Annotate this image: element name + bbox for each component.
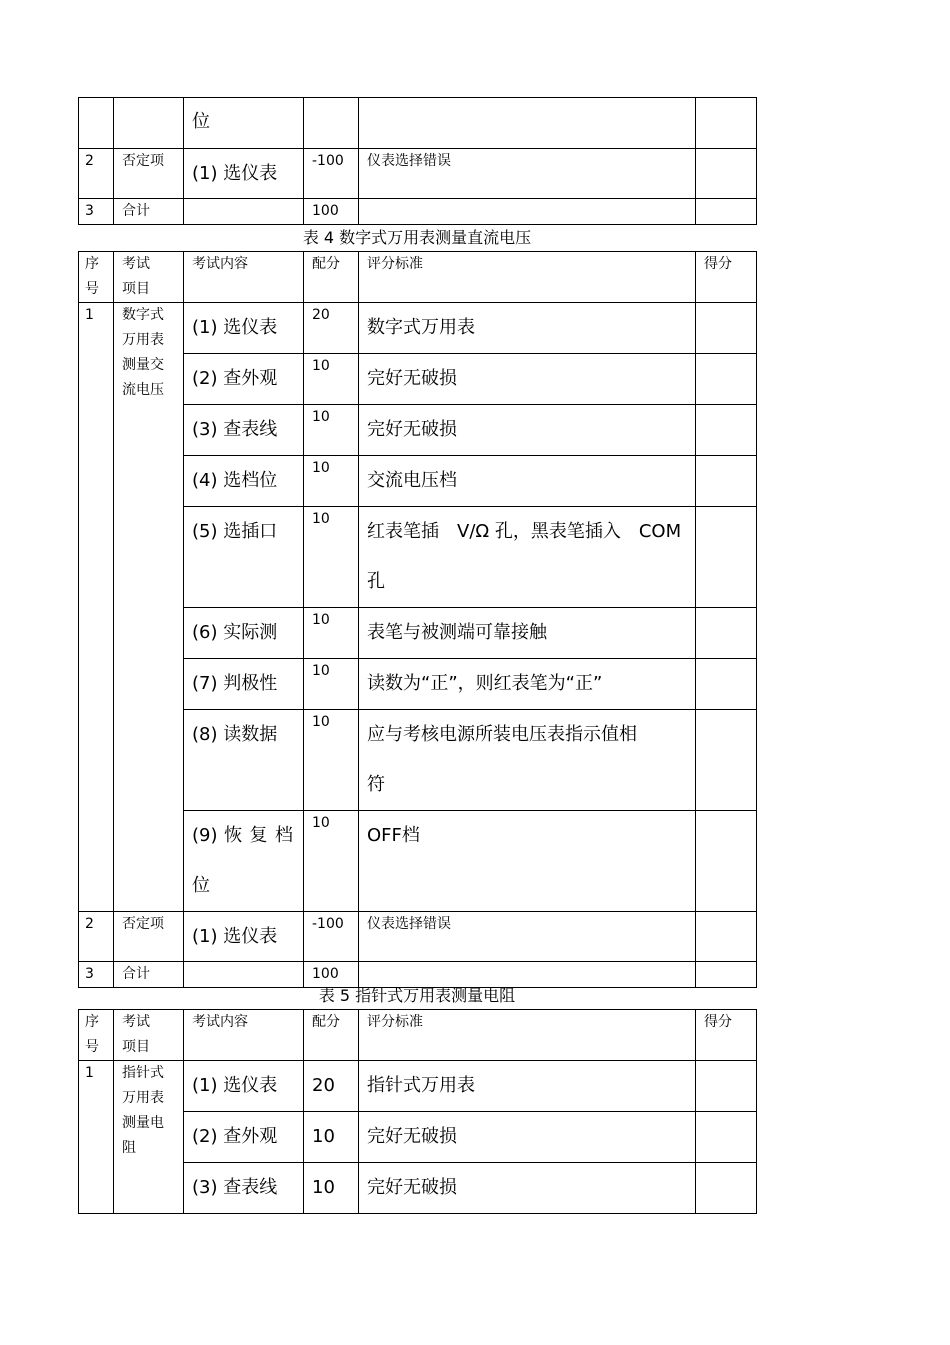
cell-no [79,98,114,149]
table-row [79,98,757,149]
cell-item: 合计 [114,962,184,988]
cell-standard: 完好无破损 [359,1163,696,1214]
table-row [79,962,757,988]
cell-content: (7) 判极性 [184,659,304,710]
content-line-1: (9) 恢 复 档 [192,825,293,846]
table-row [79,149,757,199]
cell-standard: 交流电压档 [359,456,696,507]
group-no: 1 [79,303,114,912]
cell-standard [359,98,696,149]
group-item: 指针式万用表测量电阻 [114,1061,184,1214]
standard-line-2: 孔 [367,571,385,592]
cell-score: 10 [304,659,359,710]
table-continuation [78,97,757,225]
cell-score: -100 [304,149,359,199]
cell-content: (2) 查外观 [184,1112,304,1163]
cell-score: 10 [304,456,359,507]
cell-item: 否定项 [114,912,184,962]
cell-score: 20 [304,303,359,354]
standard-line-1: 应与考核电源所装电压表指示值相 [367,724,637,745]
group-no: 1 [79,1061,114,1214]
cell-content: (1) 选仪表 [184,303,304,354]
table-header-row [79,1010,757,1061]
cell-score: 10 [304,608,359,659]
cell-points [696,1112,757,1163]
cell-score: 10 [304,710,359,811]
cell-points [696,303,757,354]
table4 [78,251,757,988]
cell-no: 2 [79,912,114,962]
cell-content: (4) 选档位 [184,456,304,507]
header-standard: 评分标准 [359,252,696,303]
cell-content [184,199,304,225]
cell-standard: OFF档 [359,811,696,912]
cell-content: (6) 实际测 [184,608,304,659]
cell-standard: 数字式万用表 [359,303,696,354]
table-row [79,199,757,225]
cell-content: (5) 选插口 [184,507,304,608]
table-row [79,1061,757,1112]
cell-standard: 完好无破损 [359,354,696,405]
header-points: 得分 [696,252,757,303]
cell-standard [359,710,696,811]
header-content: 考试内容 [184,1010,304,1061]
header-no: 序号 [79,252,114,303]
cell-score: 10 [304,1112,359,1163]
cell-points [696,199,757,225]
cell-score: 10 [304,507,359,608]
cell-standard: 仪表选择错误 [359,149,696,199]
cell-points [696,354,757,405]
cell-standard [359,199,696,225]
cell-points [696,149,757,199]
cell-score: 100 [304,962,359,988]
cell-score: 10 [304,405,359,456]
header-standard: 评分标准 [359,1010,696,1061]
table5 [78,1009,757,1214]
cell-no: 3 [79,199,114,225]
table5-caption: 表 5 指针式万用表测量电阻 [318,986,516,1005]
cell-content: 位 [184,98,304,149]
cell-points [696,912,757,962]
cell-points [696,659,757,710]
cell-content [184,811,304,912]
cell-points [696,710,757,811]
cell-score [304,98,359,149]
table-header-row [79,252,757,303]
standard-line-1: 红表笔插 V/Ω 孔，黑表笔插入 COM [367,521,682,542]
cell-score: 20 [304,1061,359,1112]
header-item: 考试项目 [114,1010,184,1061]
cell-points [696,962,757,988]
cell-content: (1) 选仪表 [184,912,304,962]
cell-no: 2 [79,149,114,199]
cell-content: (3) 查表线 [184,1163,304,1214]
cell-standard: 完好无破损 [359,405,696,456]
cell-standard: 指针式万用表 [359,1061,696,1112]
cell-standard: 读数为“正”，则红表笔为“正” [359,659,696,710]
cell-score: 10 [304,354,359,405]
standard-line-2: 符 [367,774,385,795]
cell-points [696,1163,757,1214]
table-row [79,303,757,354]
cell-points [696,1061,757,1112]
cell-standard: 表笔与被测端可靠接触 [359,608,696,659]
cell-item: 否定项 [114,149,184,199]
cell-content: (1) 选仪表 [184,149,304,199]
cell-standard: 完好无破损 [359,1112,696,1163]
cell-score: 100 [304,199,359,225]
cell-points [696,507,757,608]
group-item: 数字式万用表测量交流电压 [114,303,184,912]
table-row [79,912,757,962]
cell-points [696,98,757,149]
header-content: 考试内容 [184,252,304,303]
header-score: 配分 [304,1010,359,1061]
cell-points [696,811,757,912]
header-score: 配分 [304,252,359,303]
cell-standard: 仪表选择错误 [359,912,696,962]
cell-standard [359,962,696,988]
cell-item: 合计 [114,199,184,225]
header-item: 考试项目 [114,252,184,303]
header-points: 得分 [696,1010,757,1061]
cell-standard [359,507,696,608]
cell-points [696,405,757,456]
cell-no: 3 [79,962,114,988]
cell-content: (8) 读数据 [184,710,304,811]
table4-caption: 表 4 数字式万用表测量直流电压 [302,228,532,247]
cell-score: 10 [304,811,359,912]
header-no: 序号 [79,1010,114,1061]
cell-points [696,456,757,507]
content-line-2: 位 [192,875,210,896]
cell-item [114,98,184,149]
cell-content: (2) 查外观 [184,354,304,405]
cell-score: 10 [304,1163,359,1214]
cell-content: (1) 选仪表 [184,1061,304,1112]
cell-score: -100 [304,912,359,962]
cell-content: (3) 查表线 [184,405,304,456]
cell-points [696,608,757,659]
cell-content [184,962,304,988]
